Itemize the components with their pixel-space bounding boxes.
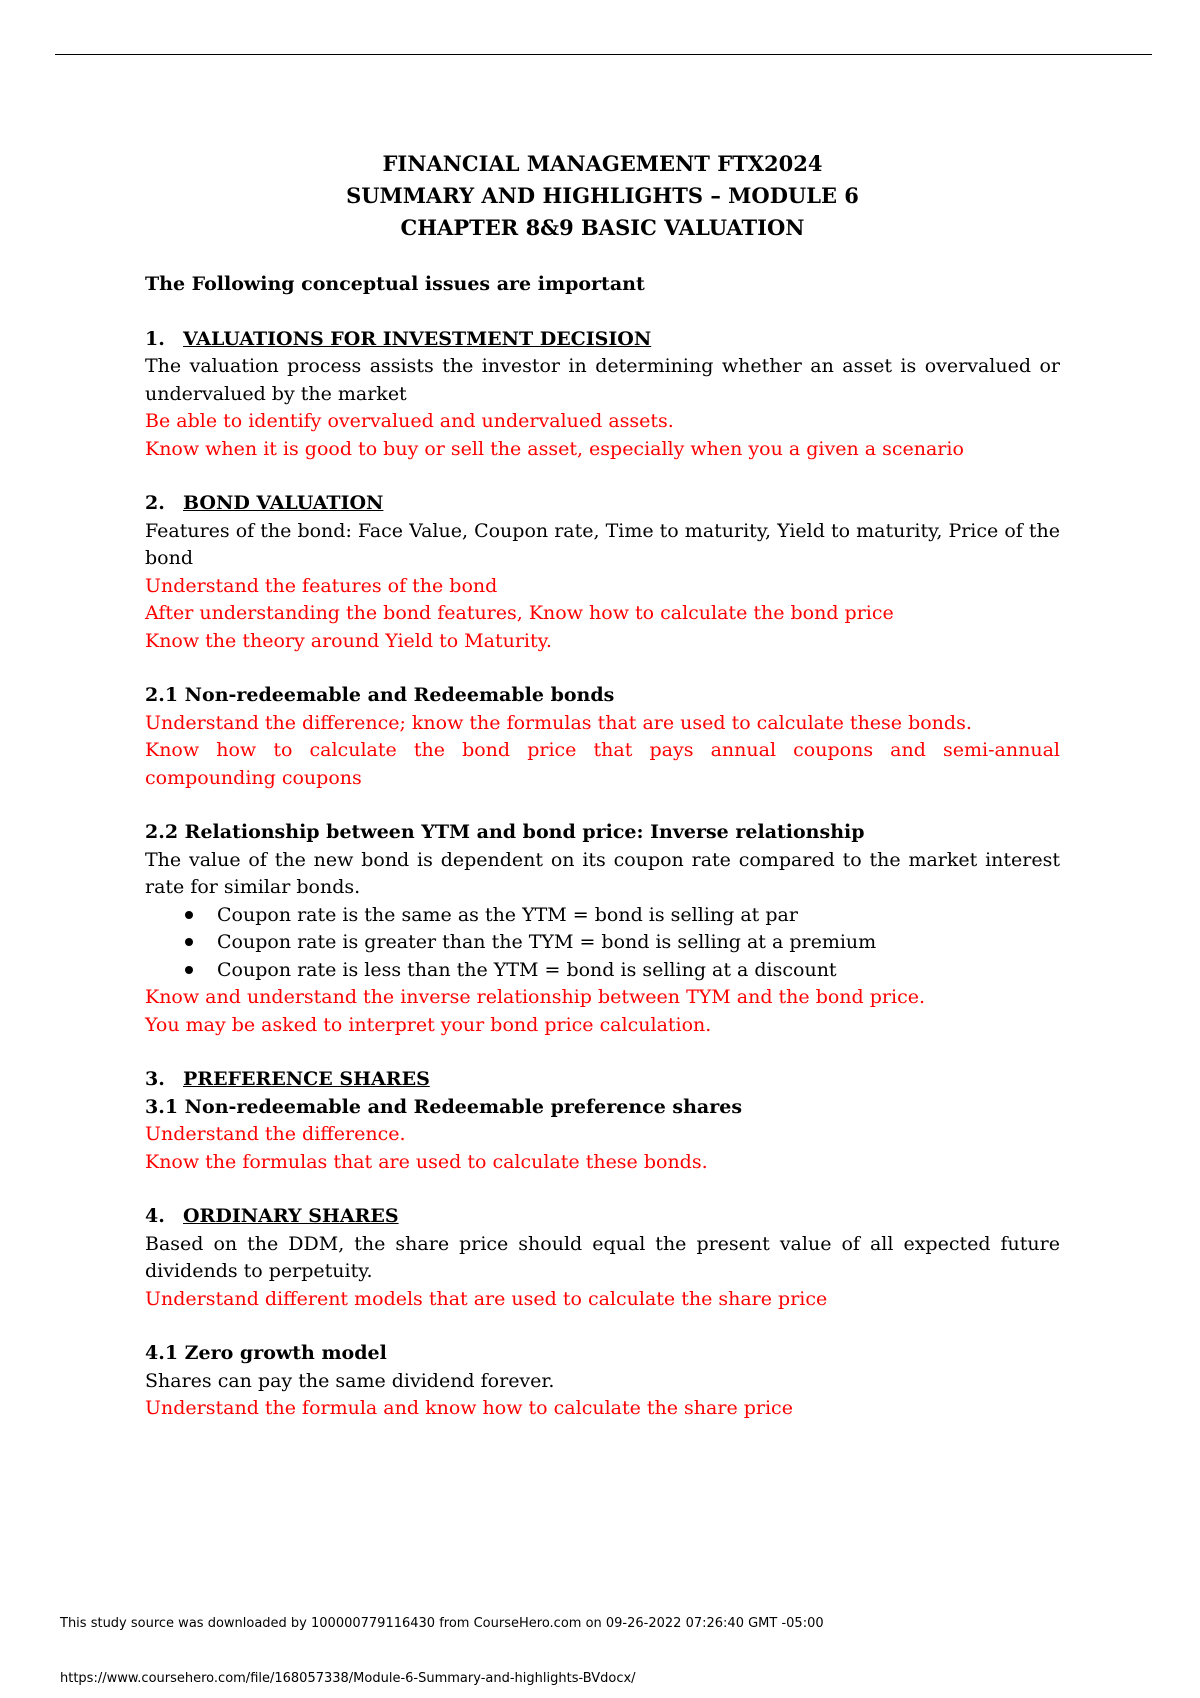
section-4-number: 4.: [145, 1205, 165, 1227]
bullet-dot-icon: [185, 966, 193, 974]
section-4-title: ORDINARY SHARES: [183, 1205, 399, 1227]
section-3-title: PREFERENCE SHARES: [183, 1068, 430, 1090]
section-2-number: 2.: [145, 492, 165, 514]
section-3-1-heading: 3.1 Non-redeemable and Redeemable preference shares: [145, 1095, 743, 1118]
section-2-note-3: Know the theory around Yield to Maturity.: [145, 629, 552, 652]
section-2-note-2: After understanding the bond features, Know how to calculate the bond price: [145, 602, 894, 624]
section-3-note-2: Know the formulas that are used to calculate these bonds.: [145, 1150, 708, 1173]
footer-url-link[interactable]: https://www.coursehero.com/file/168057338/Module-6-Summary-and-highlights-BVdocx/: [60, 1671, 636, 1686]
section-1-note-1: Be able to identify overvalued and undervalued assets.: [145, 410, 674, 432]
section-4-body: Based on the DDM, the share price should equal the present value of all expected future dividends to perpetuity.: [145, 1232, 1060, 1282]
title-line-2: SUMMARY AND HIGHLIGHTS – MODULE 6: [346, 183, 859, 208]
section-1-number: 1.: [145, 327, 165, 350]
footer-source: This study source was downloaded by 100000779116430 from CourseHero.com on 09-26-2022 07:26:40 GMT -05:00: [60, 1616, 824, 1631]
title-line-1: FINANCIAL MANAGEMENT FTX2024: [382, 151, 823, 176]
section-2-title: BOND VALUATION: [183, 492, 384, 514]
section-1-heading: [145, 326, 1060, 354]
section-2-2-heading: 2.2 Relationship between YTM and bond price: Inverse relationship: [145, 821, 865, 843]
section-2-2-note-2: You may be asked to interpret your bond price calculation.: [145, 1013, 712, 1036]
list-item: Coupon rate is less than the YTM = bond is selling at a discount: [145, 957, 1060, 985]
section-4-1-heading: 4.1 Zero growth model: [145, 1342, 387, 1364]
bullet-list: [145, 902, 1060, 985]
section-3-number: 3.: [145, 1068, 165, 1090]
section-1-body: The valuation process assists the investor in determining whether an asset is overvalued or undervalued by the market: [145, 355, 1060, 405]
section-4-1-body: Shares can pay the same dividend forever.: [145, 1369, 555, 1392]
list-item: Coupon rate is the same as the YTM = bond is selling at par: [145, 902, 1060, 930]
section-2-1-note-2: Know how to calculate the bond price that pays annual coupons and semi-annual compounding coupons: [145, 739, 1060, 789]
section-4-note-1: Understand different models that are used to calculate the share price: [145, 1287, 828, 1310]
bullet-dot-icon: [185, 911, 193, 919]
section-2-body: Features of the bond: Face Value, Coupon rate, Time to maturity, Yield to maturity, Price of the bond: [145, 519, 1060, 569]
bullet-dot-icon: [185, 938, 193, 946]
title-line-3: CHAPTER 8&9 BASIC VALUATION: [400, 215, 805, 240]
list-item: Coupon rate is greater than the TYM = bond is selling at a premium: [145, 929, 1060, 957]
section-3-note-1: Understand the difference.: [145, 1123, 406, 1145]
section-3-heading: [145, 1066, 1060, 1094]
section-1-note-2: Know when it is good to buy or sell the asset, especially when you a given a scenario: [145, 437, 964, 460]
section-1-title: VALUATIONS FOR INVESTMENT DECISION: [183, 327, 652, 350]
section-4-1-note-1: Understand the formula and know how to calculate the share price: [145, 1397, 793, 1419]
section-4-heading: [145, 1203, 1060, 1231]
section-2-1-note-1: Understand the difference; know the formulas that are used to calculate these bonds.: [145, 711, 972, 734]
section-2-1-heading: 2.1 Non-redeemable and Redeemable bonds: [145, 684, 615, 706]
section-2-note-1: Understand the features of the bond: [145, 574, 498, 597]
intro-text: The Following conceptual issues are important: [145, 273, 645, 295]
top-rule: [55, 54, 1152, 55]
section-2-2-note-1: Know and understand the inverse relationship between TYM and the bond price.: [145, 986, 925, 1008]
document-page: [145, 148, 1060, 1423]
section-2-heading: [145, 490, 1060, 518]
section-2-2-body: The value of the new bond is dependent on its coupon rate compared to the market interest rate for similar bonds.: [145, 848, 1060, 898]
